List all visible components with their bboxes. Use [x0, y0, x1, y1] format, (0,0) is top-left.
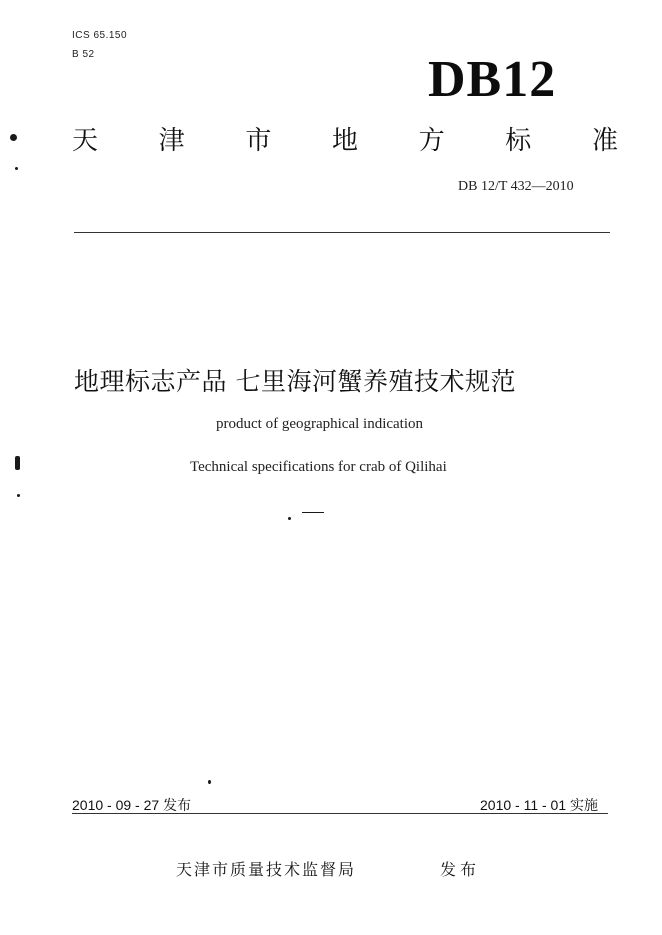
standard-type-char: 标 [505, 126, 532, 156]
scan-speck [15, 456, 20, 470]
header-divider [74, 232, 610, 233]
standard-type-char: 方 [418, 126, 445, 156]
standard-number: DB 12/T 432—2010 [458, 179, 574, 194]
standard-type-char: 津 [158, 126, 185, 156]
standard-type-char: 市 [245, 126, 272, 156]
standard-type-char: 准 [591, 126, 618, 156]
ccs-code: B 52 [72, 49, 95, 60]
document-title-english-line-1: product of geographical indication [216, 416, 424, 432]
standard-type-char: 地 [331, 126, 358, 156]
standard-logo: DB12 [428, 51, 557, 108]
scan-speck [17, 494, 20, 497]
issue-date: 2010 - 09 - 27 发布 [72, 797, 192, 813]
issuing-authority: 天津市质量技术监督局 [176, 860, 357, 879]
scan-speck [302, 512, 324, 513]
scan-speck [208, 780, 211, 784]
ics-code: ICS 65.150 [72, 30, 128, 41]
implementation-date: 2010 - 11 - 01 实施 [480, 797, 599, 813]
standard-type-title [72, 128, 618, 154]
footer-divider [72, 813, 608, 814]
standard-type-char: 天 [72, 126, 99, 156]
document-title-english-line-2: Technical specifications for crab of Qilihai [190, 459, 447, 475]
scan-speck [288, 517, 291, 520]
document-title-chinese: 地理标志产品 七里海河蟹养殖技术规范 [74, 367, 516, 396]
issuing-action: 发布 [440, 860, 481, 879]
scan-speck [10, 134, 17, 141]
scan-speck [15, 167, 18, 170]
